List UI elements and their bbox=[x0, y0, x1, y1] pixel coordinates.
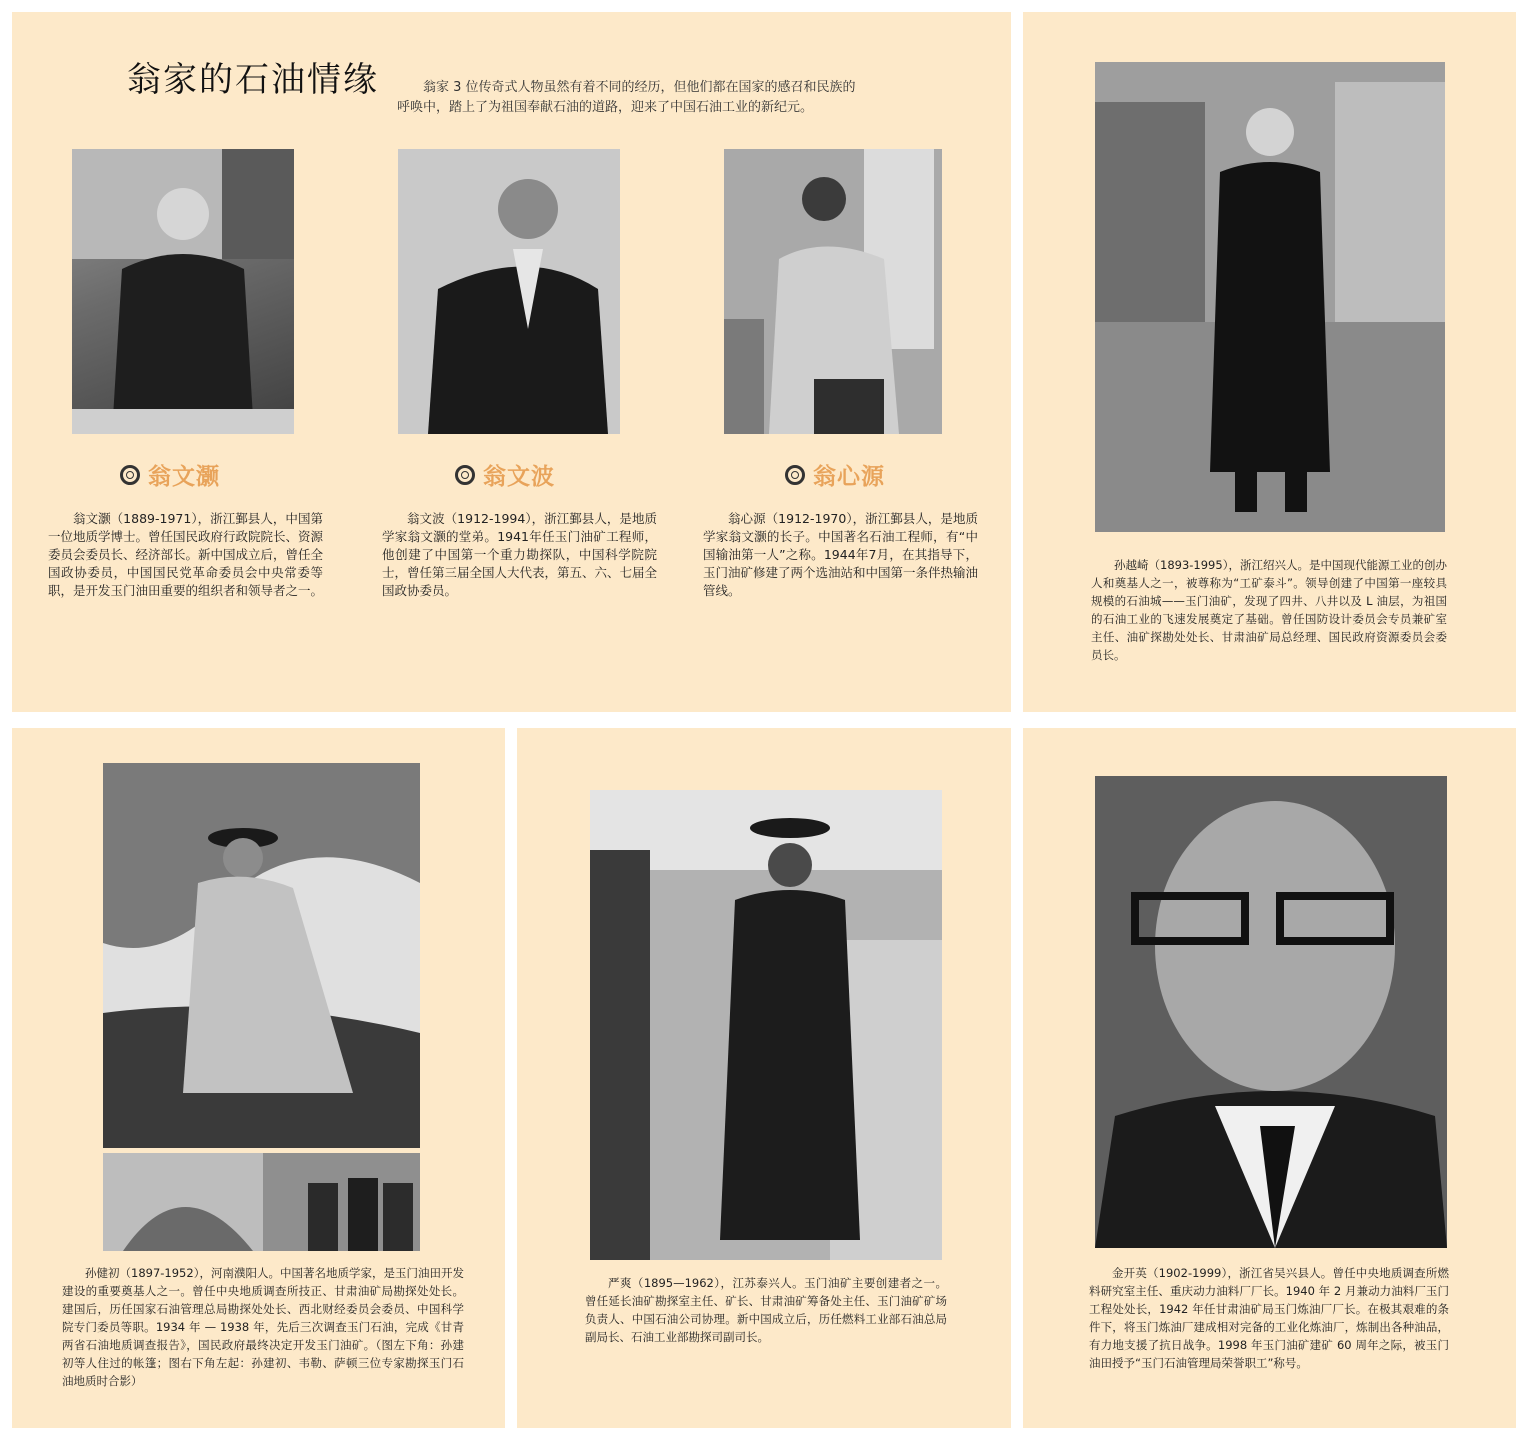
bio-weng-wenhao: 翁文灏（1889-1971），浙江鄞县人，中国第一位地质学博士。曾任国民政府行政院院长、资源委员会委员长、经济部长。新中国成立后，曾任全国政协委员，中国国民党革命委员会中央常委等职，是开发玉门油田重要的组织者和领导者之一。 bbox=[48, 511, 324, 598]
panel-sun-jianchu bbox=[12, 728, 505, 1428]
portrait-photo-sun-yueqi bbox=[1095, 62, 1445, 532]
portrait-photo-yan-shuang bbox=[590, 790, 942, 1260]
portrait-photo-weng-wenhao bbox=[72, 149, 294, 434]
circle-bullet-icon bbox=[120, 465, 140, 485]
page-title: 翁家的石油情缘 bbox=[127, 60, 379, 100]
name-label-weng-wenhao: 翁文灏 bbox=[120, 458, 220, 491]
panel-yan-shuang bbox=[517, 728, 1011, 1428]
portrait-photo-sun-jianchu bbox=[103, 763, 420, 1148]
name-label-weng-wenbo: 翁文波 bbox=[455, 458, 555, 491]
circle-bullet-icon bbox=[455, 465, 475, 485]
bio-weng-wenbo: 翁文波（1912-1994），浙江鄞县人，是地质学家翁文灏的堂弟。1941年任玉门油矿工程师，他创建了中国第一个重力勘探队，中国科学院院士，曾任第三届全国人大代表，第五、六、七届全国政协委员。 bbox=[382, 511, 658, 598]
circle-bullet-icon bbox=[785, 465, 805, 485]
caption-yan-shuang: 严爽（1895—1962），江苏泰兴人。玉门油矿主要创建者之一。曾任延长油矿勘探室主任、矿长、甘肃油矿筹备处主任、玉门油矿矿场负责人、中国石油公司协理。新中国成立后，历任燃料工业部石油总局副局长、石油工业部勘探司副司长。 bbox=[585, 1276, 947, 1344]
portrait-photo-weng-xinyuan bbox=[724, 149, 942, 434]
portrait-photo-jin-kaiying bbox=[1095, 776, 1447, 1248]
portrait-photo-weng-wenbo bbox=[398, 149, 620, 434]
panel-weng-family bbox=[12, 12, 1011, 712]
intro-text: 翁家 3 位传奇式人物虽然有着不同的经历，但他们都在国家的感召和民族的呼唤中，踏上了为祖国奉献石油的道路，迎来了中国石油工业的新纪元。 bbox=[397, 80, 856, 115]
caption-sun-jianchu: 孙健初（1897-1952），河南濮阳人。中国著名地质学家，是玉门油田开发建设的重要奠基人之一。曾任中央地质调查所技正、甘肃油矿局勘探处处长。建国后，历任国家石油管理总局勘探处处长、西北财经委员会委员、中国科学院专门委员等职。1934 年 — 1938 年，先后三次调查玉门石油，完成《甘青两省石油地质调查报告》，国民政府最终决定开发玉门油矿。（图左下角：孙建初等人住过的帐篷；图右下角左起：孙建初、韦勒、萨顿三位专家勘探玉门石油地质时合影） bbox=[62, 1266, 464, 1388]
panel-jin-kaiying bbox=[1023, 728, 1516, 1428]
name-label-weng-xinyuan: 翁心源 bbox=[785, 458, 885, 491]
bio-weng-xinyuan: 翁心源（1912-1970），浙江鄞县人，是地质学家翁文灏的长子。中国著名石油工程师，有“中国输油第一人”之称。1944年7月，在其指导下，玉门油矿修建了两个选油站和中国第一条伴热输油管线。 bbox=[703, 511, 979, 598]
caption-jin-kaiying: 金开英（1902-1999），浙江省吴兴县人。曾任中央地质调查所燃料研究室主任、重庆动力油料厂厂长。1940 年 2 月兼动力油料厂玉门工程处处长，1942 年任甘肃油矿局玉门炼油厂厂长。在极其艰难的条件下，将玉门炼油厂建成相对完备的工业化炼油厂，炼制出各种油品，有力地支援了抗日战争。1998 年玉门油矿建矿 60 周年之际，被玉门油田授予“玉门石油管理局荣誉职工”称号。 bbox=[1089, 1266, 1449, 1370]
tent-and-group-photos bbox=[103, 1153, 420, 1251]
panel-sun-yueqi bbox=[1023, 12, 1516, 712]
caption-sun-yueqi: 孙越崎（1893-1995），浙江绍兴人。是中国现代能源工业的创办人和奠基人之一，被尊称为“工矿泰斗”。领导创建了中国第一座较具规模的石油城——玉门油矿，发现了四井、八井以及 L 油层，为祖国的石油工业的飞速发展奠定了基础。曾任国防设计委员会专员兼矿室主任、油矿探勘处处长、甘肃油矿局总经理、国民政府资源委员会委员长。 bbox=[1091, 558, 1447, 662]
